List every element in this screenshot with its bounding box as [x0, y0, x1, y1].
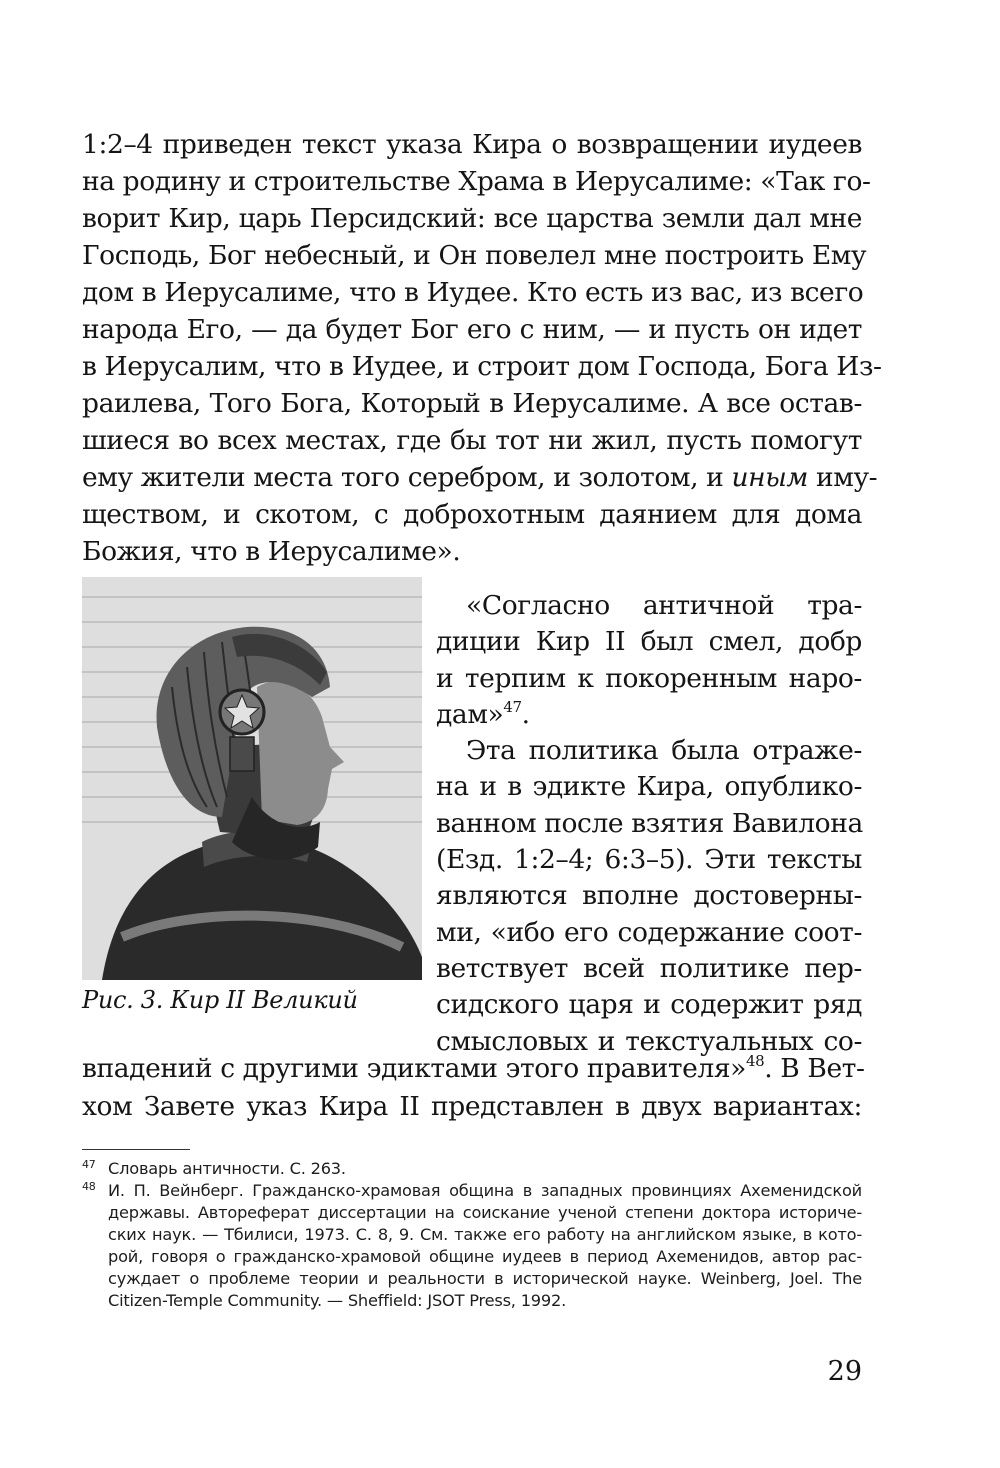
text-line: народа Его, — да будет Бог его с ним, — и пусть он идет	[82, 314, 862, 345]
footnote-line: Citizen-Temple Community. — Sheffield: JSOT Press, 1992.	[108, 1291, 567, 1310]
cyrus-portrait-image	[82, 577, 422, 980]
text-line: ванном после взятия Вавилона	[436, 807, 863, 839]
text-line: ветствует всей политике пер-	[436, 952, 862, 984]
portrait-figure	[82, 577, 422, 980]
footnote-48	[82, 1180, 862, 1312]
text-run: ему жители места того серебром, и золотом, и	[82, 462, 732, 493]
text-line: «Согласно античной тра-	[466, 590, 862, 621]
text-line: раилева, Того Бога, Который в Иерусалиме. А все остав-	[82, 388, 862, 419]
main-text-bottom	[82, 1050, 865, 1126]
footnote-number: 47	[82, 1158, 96, 1171]
footnote-rule	[82, 1149, 190, 1150]
footnote-line: И. П. Вейнберг. Гражданско-храмовая община в западных провинциях Ахеменидской	[108, 1181, 862, 1200]
text-run: дам»	[436, 698, 504, 730]
text-line: 1:2–4 приведен текст указа Кира о возвращении иудеев	[82, 129, 862, 160]
text-line: и терпим к покоренным наро-	[436, 662, 862, 694]
text-line: в Иерусалим, что в Иудее, и строит дом Господа, Бога Из-	[82, 351, 882, 382]
text-line: Божия, что в Иерусалиме».	[82, 536, 461, 567]
text-line: ми, «ибо его содержание соот-	[436, 916, 862, 948]
text-line: являются вполне достоверны-	[436, 880, 862, 912]
text-run: впадений с другими эдиктами этого правителя»	[82, 1053, 746, 1084]
footnote-line: Словарь античности. С. 263.	[108, 1159, 346, 1178]
text-line: диции Кир II был смел, добр	[436, 626, 862, 658]
text-line	[436, 697, 862, 733]
footnotes	[82, 1158, 862, 1312]
footnote-line: ских наук. — Тбилиси, 1973. С. 8, 9. См. также его работу на английском языке, в кото-	[108, 1225, 862, 1244]
text-line: (Езд. 1:2–4; 6:3–5). Эти тексты	[436, 844, 862, 876]
italic-word: иным	[731, 462, 808, 493]
text-run: . В Вет-	[764, 1053, 865, 1084]
footnote-ref-48: 48	[745, 1052, 765, 1070]
text-line: шиеся во всех местах, где бы тот ни жил, пусть помогут	[82, 425, 862, 456]
footnote-line: суждает о проблеме теории и реальности в исторической науке. Weinberg, Joel. The	[108, 1269, 862, 1288]
text-line: на родину и строительстве Храма в Иерусалиме: «Так го-	[82, 166, 871, 197]
text-run: иму-	[807, 462, 878, 493]
footnote-ref-47: 47	[503, 697, 522, 716]
footnote-number: 48	[82, 1180, 96, 1193]
text-line: Эта политика была отраже-	[466, 735, 862, 767]
text-line: дом в Иерусалиме, что в Иудее. Кто есть из вас, из всего	[82, 277, 864, 308]
page-number: 29	[827, 1356, 862, 1387]
footnote-line: державы. Автореферат диссертации на соискание ученой степени доктора историче-	[108, 1203, 862, 1222]
footnote-line: рой, говоря о гражданско-храмовой общине иудеев в период Ахеменидов, автор рас-	[108, 1247, 862, 1266]
text-line: ществом, и скотом, с доброхотным даянием для дома	[82, 499, 862, 530]
text-line: ворит Кир, царь Персидский: все царства земли дал мне	[82, 203, 862, 234]
text-line: хом Завете указ Кира II представлен в двух вариантах:	[82, 1091, 862, 1122]
text-line	[82, 1050, 865, 1088]
text-line: сидского царя и содержит ряд	[436, 989, 862, 1021]
text-line: смысловых и текстуальных со-	[436, 1025, 862, 1057]
footnote-47	[82, 1158, 862, 1180]
figure-caption: Рис. 3. Кир II Великий	[82, 986, 358, 1014]
text-line: на и в эдикте Кира, опублико-	[436, 771, 862, 803]
text-line: Господь, Бог небесный, и Он повелел мне построить Ему	[82, 240, 867, 271]
text-run: .	[521, 698, 530, 730]
text-line	[82, 459, 878, 496]
text-beside-figure	[436, 588, 862, 1060]
main-text-top	[82, 126, 882, 570]
